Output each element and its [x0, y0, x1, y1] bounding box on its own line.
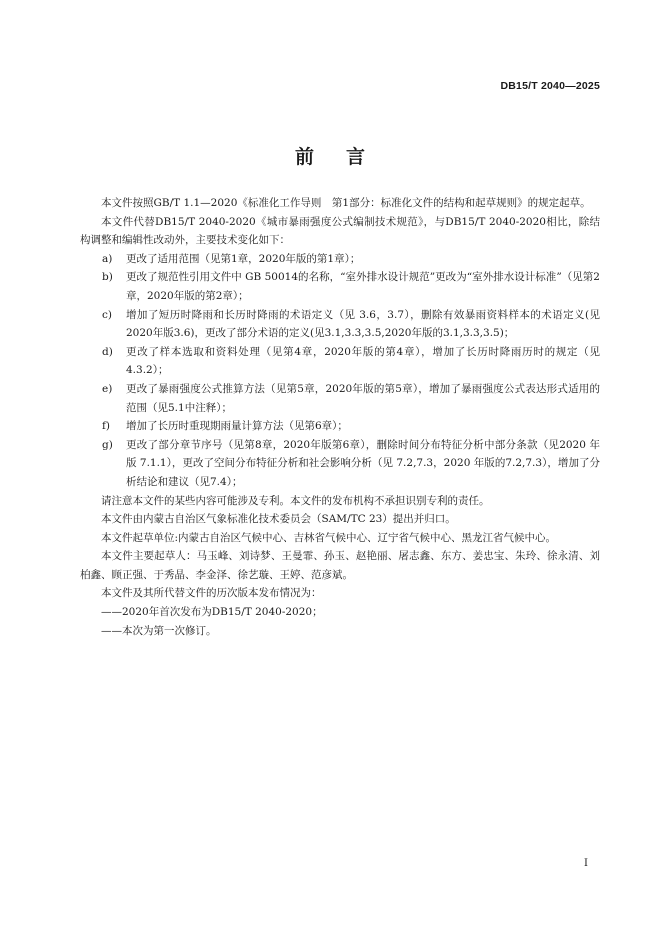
list-item [80, 380, 600, 417]
list-item [80, 306, 600, 343]
paragraph-drafters: 本文件主要起草人：马玉峰、刘诗梦、王曼霏、孙玉、赵艳丽、屠志鑫、东方、姜忠宝、朱玲、徐永清、刘柏鑫、顾正强、于秀晶、李金泽、徐艺璇、王婷、范彦斌。 [80, 550, 600, 581]
document-code: DB15/T 2040—2025 [500, 80, 600, 92]
list-text: 更改了暴雨强度公式推算方法（见第5章，2020年版的第5章），增加了暴雨强度公式表达形式适用的范围（见5.1中注释）； [126, 382, 600, 414]
list-text: 更改了部分章节序号（见第8章，2020年版第6章），删除时间分布特征分析中部分条款（见2020 年版 7.1.1），更改了空间分布特征分析和社会影响分析（见 7.2,7.3，2020 年版的7.2,7.3），增加了分析结论和建议（见7.4）； [126, 438, 600, 488]
title-char-1: 前 [294, 146, 316, 168]
list-marker: a) [102, 252, 113, 265]
list-marker: d) [102, 345, 113, 358]
list-text: 更改了规范性引用文件中 GB 50014的名称，“室外排水设计规范”更改为“室外排水设计标准”（见第2章，2020年版的第2章）； [126, 271, 600, 302]
paragraph-proposer: 本文件由内蒙古自治区气象标准化技术委员会（SAM/TC 23）提出并归口。 [101, 513, 456, 526]
foreword-body [80, 194, 600, 640]
title-char-2: 言 [346, 146, 368, 168]
list-marker: c) [102, 308, 112, 321]
paragraph-patent-notice: 请注意本文件的某些内容可能涉及专利。本文件的发布机构不承担识别专利的责任。 [101, 494, 490, 507]
history-item: ——2020年首次发布为DB15/T 2040-2020； [101, 606, 323, 619]
list-marker: f) [102, 420, 110, 433]
list-text: 更改了样本选取和资料处理（见第4章，2020年版的第4章），增加了长历时降雨历时的规定（见4.3.2）； [126, 345, 600, 377]
list-item [80, 250, 600, 269]
page-title [0, 142, 662, 169]
list-text: 增加了长历时重现期雨量计算方法（见第6章）； [126, 420, 348, 433]
list-text: 更改了适用范围（见第1章，2020年版的第1章）； [126, 252, 361, 265]
list-item [80, 343, 600, 380]
list-marker: b) [102, 271, 113, 284]
page-number: I [584, 858, 588, 869]
list-item [80, 417, 600, 436]
paragraph-history-intro: 本文件及其所代替文件的历次版本发布情况为： [101, 587, 322, 600]
paragraph-drafting-units: 本文件起草单位:内蒙古自治区气候中心、吉林省气候中心、辽宁省气候中心、黑龙江省气候中心。 [101, 531, 557, 544]
list-item [80, 436, 600, 492]
list-marker: e) [102, 382, 113, 395]
list-item [80, 268, 600, 305]
list-text: 增加了短历时降雨和长历时降雨的术语定义（见 3.6，3.7），删除有效暴雨资料样本的术语定义(见2020年版3.6)，更改了部分术语的定义(见3.1,3.3,3.5,2020年版的3.1,3.3,3.5)； [126, 308, 600, 340]
history-item: ——本次为第一次修订。 [101, 624, 217, 637]
changes-list [80, 250, 600, 492]
paragraph-replacement: 本文件代替DB15/T 2040-2020《城市暴雨强度公式编制技术规范》，与DB15/T 2040-2020相比，除结构调整和编辑性改动外，主要技术变化如下： [80, 215, 600, 247]
list-marker: g) [102, 438, 113, 451]
paragraph-drafting-rules: 本文件按照GB/T 1.1—2020《标准化工作导则 第1部分：标准化文件的结构和起草规则》的规定起草。 [101, 197, 591, 209]
